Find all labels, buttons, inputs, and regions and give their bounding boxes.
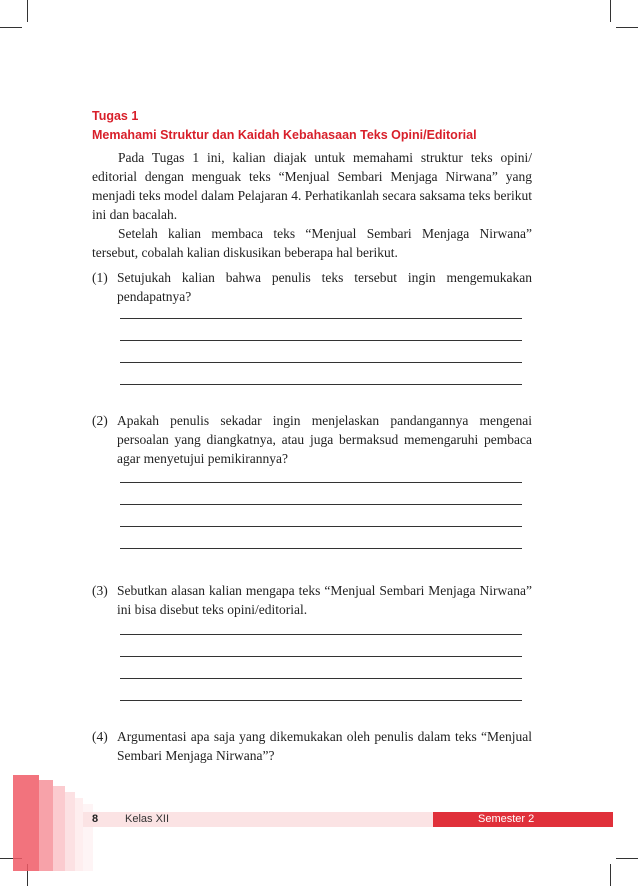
question-3 xyxy=(92,581,532,619)
task-heading xyxy=(92,107,532,145)
question-text: Argumentasi apa saja yang dikemukakan oleh penulis dalam teks “Menjual Sembari Menjaga Nirwana”? xyxy=(117,729,532,763)
answer-line[interactable] xyxy=(120,700,522,701)
answer-line[interactable] xyxy=(120,504,522,505)
answer-line[interactable] xyxy=(120,526,522,527)
crop-mark-top-right-v xyxy=(610,0,611,22)
answer-line[interactable] xyxy=(120,634,522,635)
semester-label: Semester 2 xyxy=(478,813,535,825)
question-number: (4) xyxy=(92,729,108,744)
question-2 xyxy=(92,411,532,468)
question-text: Setujukah kalian bahwa penulis teks tersebut ingin mengemukakan pendapatnya? xyxy=(117,270,532,304)
question-text: Apakah penulis sekadar ingin menjelaskan pandangannya mengenai persoalan yang diangkatnya, atau juga bermaksud memengaruhi pembaca agar menyetujui pemikirannya? xyxy=(117,413,532,466)
question-text: Sebutkan alasan kalian mengapa teks “Menjual Sembari Menjaga Nirwana” ini bisa disebut teks opini/editorial. xyxy=(117,583,532,617)
crop-mark-bottom-right-v xyxy=(610,864,611,886)
intro-paragraph-1: Pada Tugas 1 ini, kalian diajak untuk memahami struktur teks opini/ editorial dengan menguak teks “Menjual Sembari Menjaga Nirwana” yang menjadi teks model dalam Pelajaran 4. Perhatikanlah secara saksama teks berikut ini dan bacalah. xyxy=(92,150,532,222)
page-number: 8 xyxy=(92,813,99,825)
question-number: (1) xyxy=(92,270,108,285)
intro-paragraph-2: Setelah kalian membaca teks “Menjual Sembari Menjaga Nirwana” tersebut, cobalah kalian diskusikan beberapa hal berikut. xyxy=(92,226,532,260)
footer-decoration xyxy=(0,0,110,886)
answer-line[interactable] xyxy=(120,384,522,385)
answer-line[interactable] xyxy=(120,678,522,679)
answer-line[interactable] xyxy=(120,318,522,319)
answer-line[interactable] xyxy=(120,340,522,341)
answer-line[interactable] xyxy=(120,548,522,549)
class-label: Kelas XII xyxy=(125,813,170,825)
task-title: Memahami Struktur dan Kaidah Kebahasaan Teks Opini/Editorial xyxy=(92,128,477,142)
question-1 xyxy=(92,268,532,306)
answer-line[interactable] xyxy=(120,362,522,363)
question-4 xyxy=(92,727,532,765)
answer-line[interactable] xyxy=(120,482,522,483)
answer-line[interactable] xyxy=(120,656,522,657)
crop-mark-top-right-h xyxy=(616,27,638,28)
crop-mark-bottom-right-h xyxy=(616,858,638,859)
task-label: Tugas 1 xyxy=(92,109,139,123)
question-number: (3) xyxy=(92,583,108,598)
question-number: (2) xyxy=(92,413,108,428)
